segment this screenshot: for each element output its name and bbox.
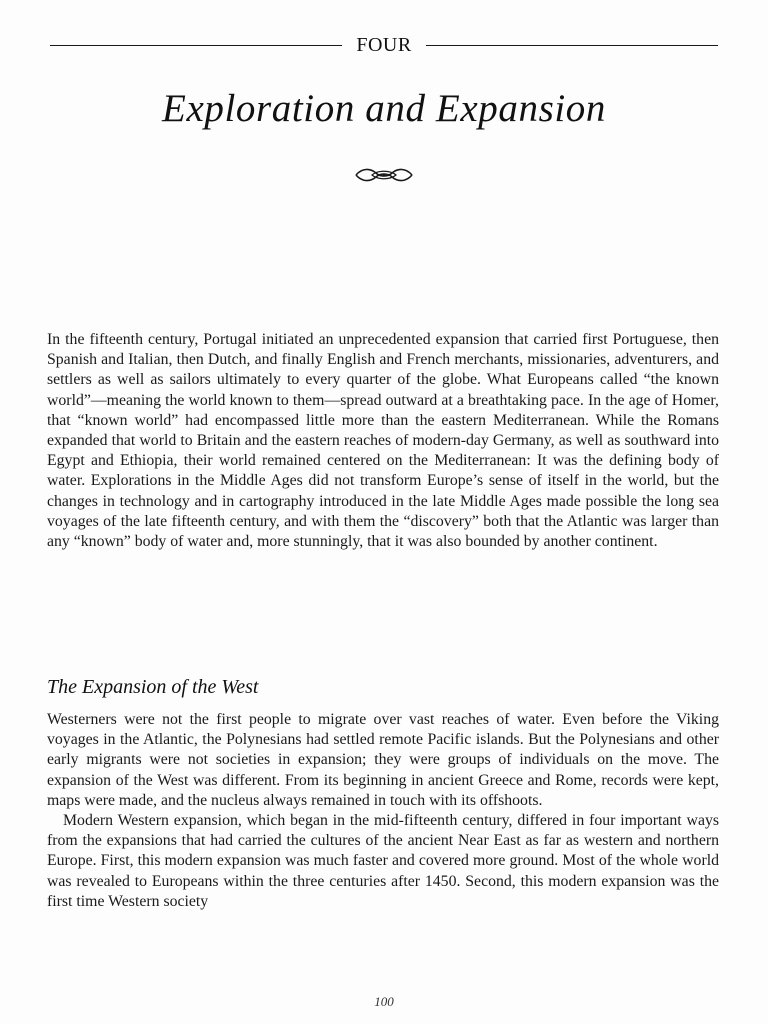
header-rule-left xyxy=(50,45,342,46)
section-paragraph: Westerners were not the first people to migrate over vast reaches of water. Even before the Viking voyages in the Atlantic, the Polynesians had settled remote Pacific islands. But the Polynesians and other early migrants were not societies in expansion; they were groups of individuals on the move. The expansion of the West was different. From its beginning in ancient Greece and Rome, records were kept, maps were made, and the nucleus always remained in touch with its offshoots. xyxy=(47,711,719,809)
section-paragraph: Modern Western expansion, which began in the mid-fifteenth century, differed in four important ways from the expansions that had carried the cultures of the ancient Near East as far as western and northern Europe. First, this modern expansion was much faster and covered more ground. Most of the whole world was revealed to Europeans within the three centuries after 1450. Second, this modern expansion was the first time Western society xyxy=(47,812,719,910)
page-number: 100 xyxy=(374,994,394,1009)
chapter-title: Exploration and Expansion xyxy=(162,87,606,130)
section-heading: The Expansion of the West xyxy=(47,676,259,698)
section-body xyxy=(47,710,719,912)
ornament-flourish-icon xyxy=(352,164,416,186)
header-rule-right xyxy=(426,45,718,46)
chapter-number: FOUR xyxy=(356,33,412,56)
intro-paragraph: In the fifteenth century, Portugal initiated an unprecedented expansion that carried first Portuguese, then Spanish and Italian, then Dutch, and finally English and French merchants, missionaries, adventurers, and settlers as well as sailors ultimately to every quarter of the globe. What Europeans called “the known world”—meaning the world known to them—spread outward at a breathtaking pace. In the age of Homer, that “known world” had encompassed little more than the eastern Mediterranean. While the Romans expanded that world to Britain and the eastern reaches of modern-day Germany, as well as southward into Egypt and Ethiopia, their world remained centered on the Mediterranean: It was the defining body of water. Explorations in the Middle Ages did not transform Europe’s sense of itself in the world, but the changes in technology and in cartography introduced in the late Middle Ages made possible the long sea voyages of the late fifteenth century, and with them the “discovery” both that the Atlantic was larger than any “known” body of water and, more stunningly, that it was also bounded by another continent. xyxy=(47,331,719,551)
chapter-header xyxy=(50,30,718,60)
intro-paragraph-block xyxy=(47,330,719,552)
